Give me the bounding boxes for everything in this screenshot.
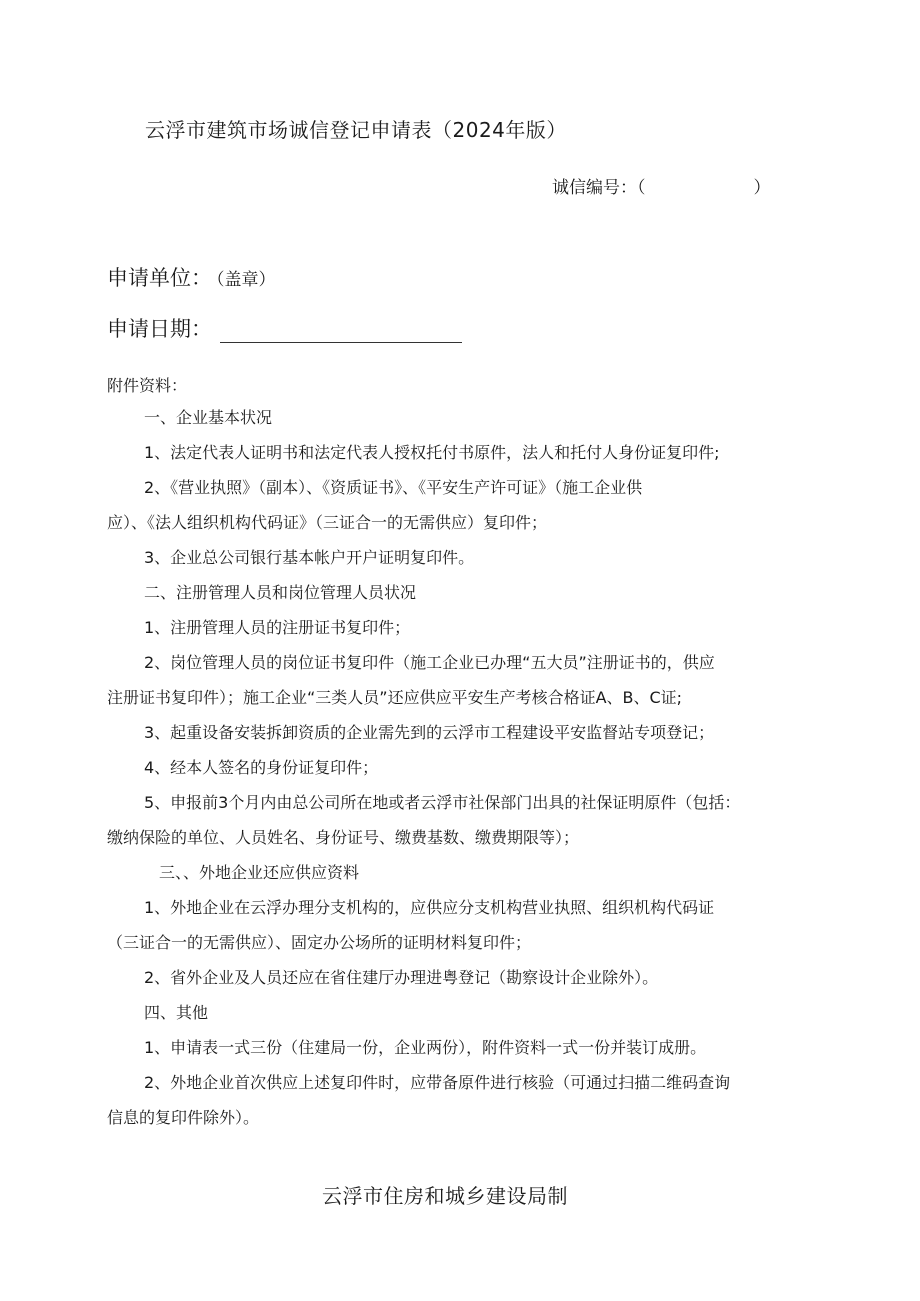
apply-date-label: 申请日期： bbox=[107, 317, 212, 341]
list-item: 2、岗位管理人员的岗位证书复印件（施工企业已办理“五大员”注册证书的，供应 bbox=[144, 653, 715, 672]
section-heading-2: 二、注册管理人员和岗位管理人员状况 bbox=[144, 583, 417, 602]
list-item-continuation: 注册证书复印件）；施工企业“三类人员”还应供应平安生产考核合格证A、B、C证; bbox=[107, 688, 683, 707]
credit-serial-close: ） bbox=[753, 178, 771, 198]
list-item: 3、起重设备安装拆卸资质的企业需先到的云浮市工程建设平安监督站专项登记； bbox=[144, 723, 715, 742]
list-item: 2、省外企业及人员还应在省住建厅办理进粤登记（勘察设计企业除外）。 bbox=[144, 968, 659, 987]
issuer-footer: 云浮市住房和城乡建设局制 bbox=[322, 1184, 568, 1208]
section-heading-3: 三、、外地企业还应供应资料 bbox=[159, 863, 360, 882]
list-item-continuation: 应）、《法人组织机构代码证》（三证合一的无需供应）复印件； bbox=[107, 513, 548, 532]
credit-serial-number bbox=[552, 173, 771, 198]
list-item-continuation: 缴纳保险的单位、人员姓名、身份证号、缴费基数、缴费期限等）； bbox=[107, 828, 580, 847]
list-item: 5、申报前3个月内由总公司所在地或者云浮市社保部门出具的社保证明原件（包括： bbox=[144, 793, 741, 812]
list-item: 4、经本人签名的身份证复印件； bbox=[144, 758, 379, 777]
form-title: 云浮市建筑市场诚信登记申请表（2024年版） bbox=[145, 118, 567, 142]
applicant-unit-row bbox=[107, 262, 276, 292]
attachments-list bbox=[107, 400, 819, 1135]
list-item: 2、《营业执照》（副本）、《资质证书》、《平安生产许可证》（施工企业供 bbox=[144, 478, 643, 497]
section-heading-4: 四、其他 bbox=[144, 1003, 209, 1022]
applicant-unit-label: 申请单位： bbox=[107, 266, 212, 290]
list-item-continuation: （三证合一的无需供应）、固定办公场所的证明材料复印件； bbox=[107, 933, 532, 952]
list-item: 3、企业总公司银行基本帐户开户证明复印件。 bbox=[144, 548, 475, 567]
apply-date-blank[interactable] bbox=[220, 320, 462, 343]
list-item: 2、外地企业首次供应上述复印件时，应带备原件进行核验（可通过扫描二维码查询 bbox=[144, 1073, 731, 1092]
list-item-continuation: 信息的复印件除外）。 bbox=[107, 1108, 260, 1127]
list-item: 1、法定代表人证明书和法定代表人授权托付书原件，法人和托付人身份证复印件; bbox=[144, 443, 720, 462]
apply-date-row bbox=[107, 313, 462, 343]
attachments-heading: 附件资料： bbox=[107, 376, 188, 395]
credit-serial-label: 诚信编号：（ bbox=[552, 178, 646, 198]
list-item: 1、注册管理人员的注册证书复印件； bbox=[144, 618, 411, 637]
section-heading-1: 一、企业基本状况 bbox=[144, 408, 273, 427]
seal-note: （盖章） bbox=[216, 270, 276, 290]
list-item: 1、外地企业在云浮办理分支机构的，应供应分支机构营业执照、组织机构代码证 bbox=[144, 898, 715, 917]
list-item: 1、申请表一式三份（住建局一份，企业两份），附件资料一式一份并装订成册。 bbox=[144, 1038, 707, 1057]
